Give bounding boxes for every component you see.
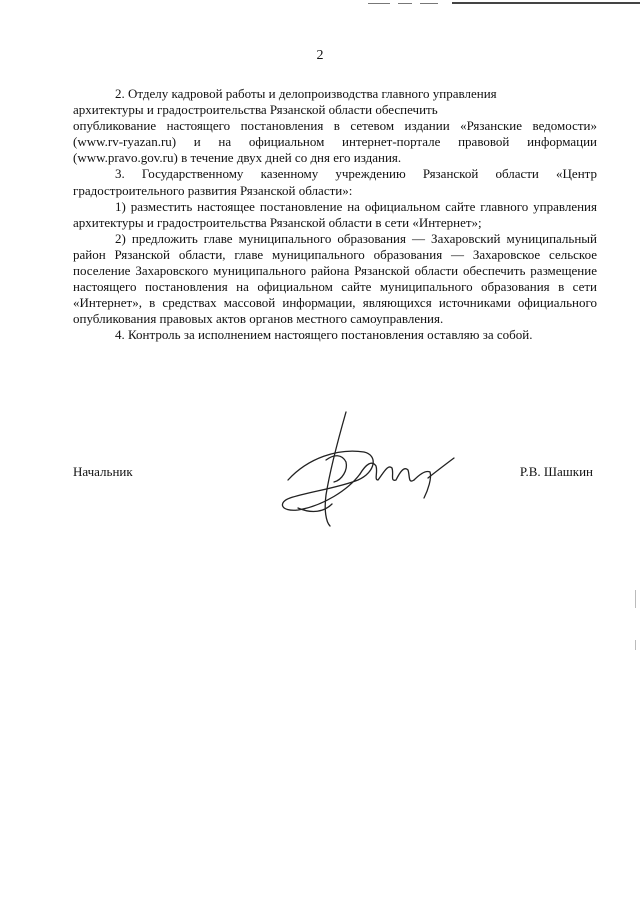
scan-artifact — [420, 3, 438, 4]
paragraph-2-line-2: архитектуры и градостроительства Рязанской области обеспечить — [73, 102, 438, 118]
paragraph-3-item-2: 2) предложить главе муниципального образования — Захаровский муниципальный район Рязанской области, главе муниципального образования — Захаровское сельское поселение Захаровского муниципального района Рязанской области обеспечить размещение настоящего постановления на официальном сайте муниципального образования в сети «Интернет», в средствах массовой информации, являющихся источниками официального опубликования правовых актов органов местного самоуправления. — [73, 230, 597, 327]
paragraph-4: 4. Контроль за исполнением настоящего постановления оставляю за собой. — [115, 327, 533, 343]
paragraph-3-item-1: 1) разместить настоящее постановление на официальном сайте главного управления архитектуры и градостроительства Рязанской области в сети «Интернет»; — [73, 198, 597, 230]
scan-artifact — [398, 3, 412, 4]
page-number: 2 — [316, 48, 324, 63]
paragraph-2-continuation: опубликование настоящего постановления в сетевом издании «Рязанские ведомости» (www.rv-ryazan.ru) и на официальном интернет-портале правовой информации (www.pravo.gov.ru) в течение двух дней со дня его издания. — [73, 118, 597, 166]
scan-artifact — [452, 2, 640, 4]
scan-artifact — [635, 640, 636, 650]
paragraph-3: 3. Государственному казенному учреждению Рязанской области «Центр градостроительного развития Рязанской области»: — [73, 166, 597, 198]
scan-artifact — [368, 3, 390, 4]
scan-artifact — [635, 590, 636, 608]
document-body — [73, 86, 597, 344]
signatory-title: Начальник — [73, 464, 133, 479]
handwritten-signature — [268, 400, 458, 530]
paragraph-2-line-1: 2. Отделу кадровой работы и делопроизводства главного управления — [115, 86, 497, 101]
signatory-name: Р.В. Шашкин — [519, 464, 593, 479]
